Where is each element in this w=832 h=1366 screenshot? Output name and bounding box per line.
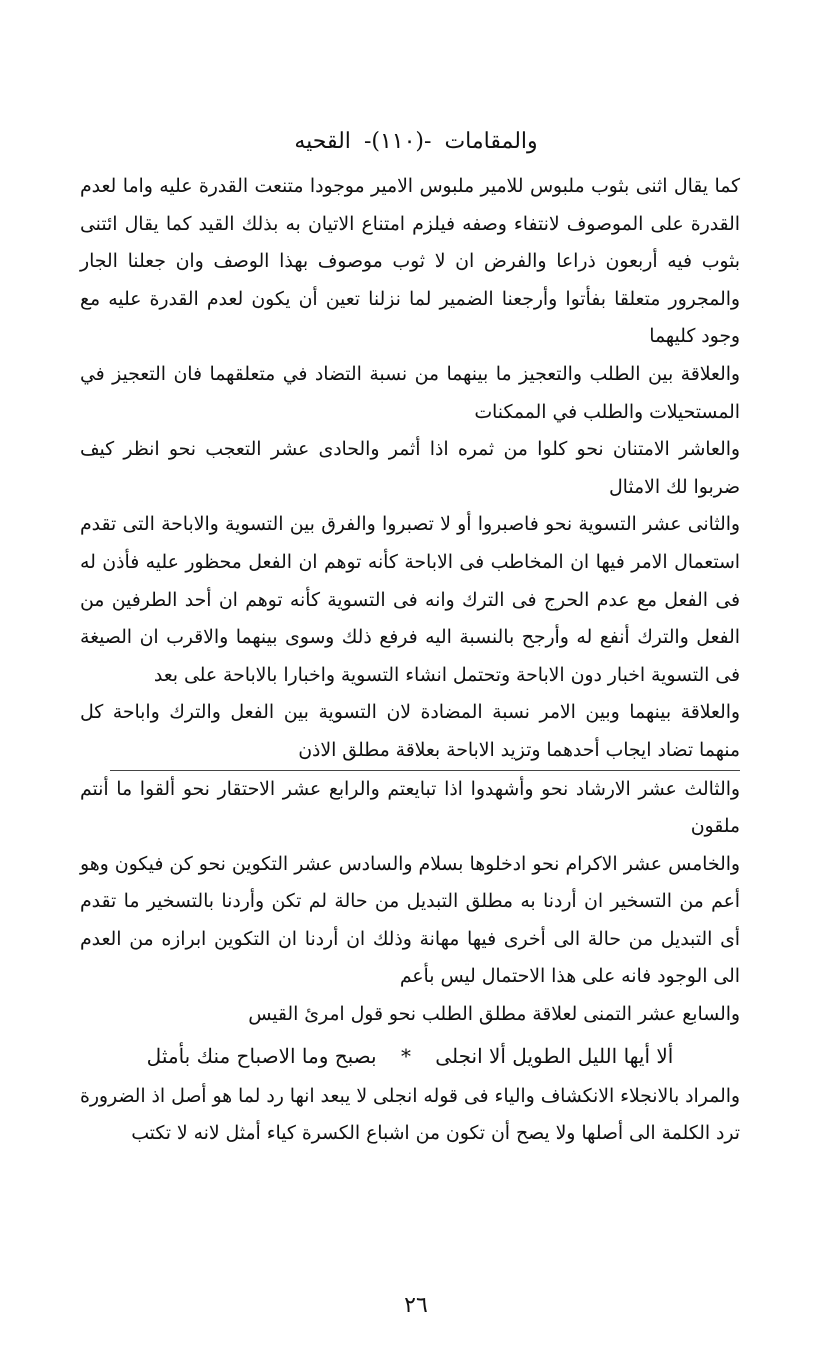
paragraph-3: والعاشر الامتنان نحو كلوا من ثمره اذا أثمر والحادى عشر التعجب نحو انظر كيف ضربوا لك الامثال — [80, 439, 740, 498]
paragraph-5: والعلاقة بينهما وبين الامر نسبة المضادة لان التسوية بين الفعل والترك واباحة كل منهما تضاد ايجاب أحدهما وتزيد الاباحة بعلاقة مطلق الاذن — [80, 702, 740, 761]
verse-separator: * — [400, 1043, 411, 1068]
footer-page-number: ٢٦ — [404, 1293, 428, 1318]
paragraph-4: والثانى عشر التسوية نحو فاصبروا أو لا تصبروا والفرق بين التسوية والاباحة التى تقدم استعمال الامر فيها ان المخاطب فى الاباحة كأنه توهم ان الفعل محظور عليه فأذن له فى الفعل مع عدم الحرج فى الترك وانه فى التسوية كأنه توهم ان أحد الطرفين من الفعل والترك أنفع له وأرجح بالنسبة اليه فرفع ذلك وسوى بينهما والاقرب ان الصيغة فى التسوية اخبار دون الاباحة وتحتمل انشاء التسوية واخبارا بالاباحة على بعد — [80, 514, 740, 686]
closing-paragraph: والمراد بالانجلاء الانكشاف والياء فى قوله انجلى لا يبعد انها رد لما هو أصل اذ الضرورة ترد الكلمة الى أصلها ولا يصح أن تكون من اشباع الكسرة كياء أمثل لانه لا تكتب — [80, 1085, 740, 1145]
page-header — [0, 122, 832, 162]
verse-second-hemistich: بصبح وما الاصباح منك بأمثل — [146, 1043, 377, 1068]
header-left-text: والمقامات — [444, 129, 538, 154]
paragraph-2: والعلاقة بين الطلب والتعجيز ما بينهما من نسبة التضاد في متعلقهما فان التعجيز في المستحيلات والطلب في الممكنات — [80, 363, 740, 423]
poetry-verse — [80, 1034, 740, 1078]
paragraph-6: والثالث عشر الارشاد نحو وأشهدوا اذا تبايعتم والرابع عشر الاحتقار نحو ألقوا ما أنتم ملقون — [80, 778, 740, 838]
paragraph-7: والخامس عشر الاكرام نحو ادخلوها بسلام والسادس عشر التكوين نحو كن فيكون وهو أعم من التسخير ان أردنا به مطلق التبديل من حالة لم تكن وأردنا بالتسخير ما تقدم أى التبديل من حالة الى أخرى فيها مهانة وذلك ان أردنا ان التكوين ابرازه من العدم الى الوجود فانه على هذا الاحتمال ليس بأعم — [80, 853, 740, 988]
paragraph-8: والسابع عشر التمنى لعلاقة مطلق الطلب نحو قول امرئ القيس — [248, 1004, 740, 1026]
header-right-text: القحيه — [294, 129, 351, 154]
document-body — [80, 168, 740, 1268]
paragraph-1: كما يقال اثنى بثوب ملبوس للامير ملبوس الامير موجودا متنعت القدرة عليه واما لعدم القدرة على الموصوف لانتفاء وصفه فيلزم امتناع الاتيان به بذلك القيد كما يقال ائتنى بثوب فيه أربعون ذراعا والفرض ان لا ثوب موصوف بهذا الوصف وان جعلنا الجار والمجرور متعلقا بفأتوا وأرجعنا الضمير لما نزلنا تعين أن يكون لعدم القدرة عليه مع وجود كليهما — [80, 176, 740, 348]
verse-first-hemistich: ألا أيها الليل الطويل ألا انجلى — [435, 1043, 674, 1068]
header-page-number: -(١١٠)- — [363, 129, 432, 154]
page-footer — [0, 1290, 832, 1322]
